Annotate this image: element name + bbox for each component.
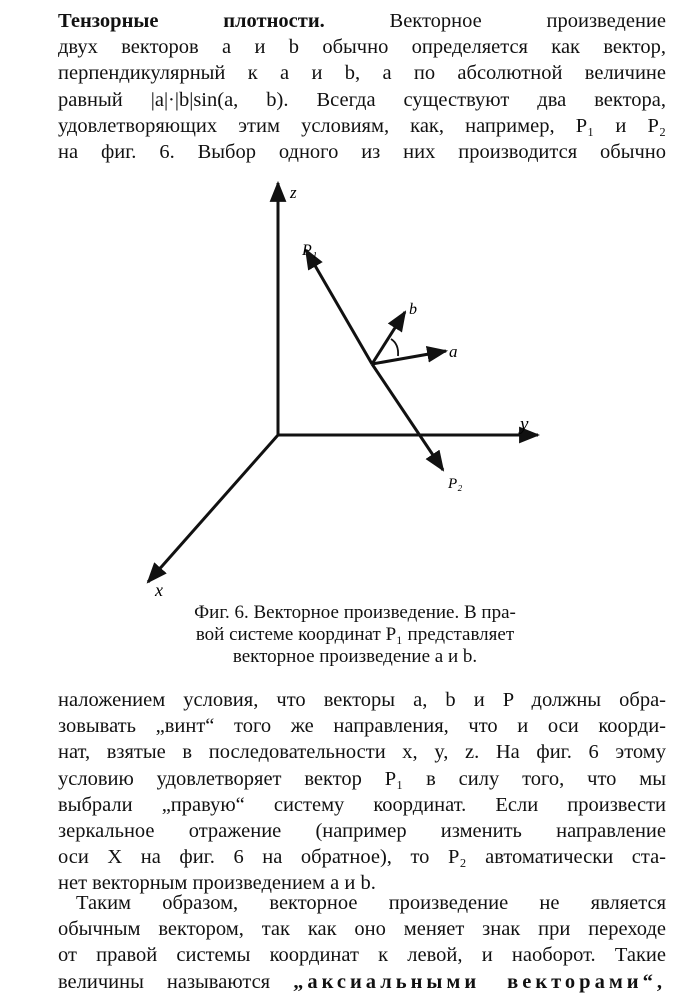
paragraph-2-line-4: условию удовлетворяет вектор P₁ в силу того, что мы bbox=[58, 767, 666, 790]
paragraph-2-line-5: выбрали „правую“ систему координат. Если произвести bbox=[58, 793, 666, 816]
vector-a bbox=[372, 351, 446, 364]
x-axis-label: x bbox=[155, 580, 163, 600]
a-label: a bbox=[449, 342, 458, 361]
vector-p2 bbox=[372, 364, 443, 470]
x-axis bbox=[148, 435, 278, 582]
paragraph-1-line-5: удовлетворяющих этим условиям, как, например, P₁ и P₂ bbox=[58, 114, 666, 137]
vector-p1 bbox=[306, 250, 372, 364]
paragraph-1-line-6: на фиг. 6. Выбор одного из них производится обычно bbox=[58, 141, 666, 164]
spaced-term: „аксиальными векторами“, bbox=[293, 970, 666, 993]
paragraph-3 bbox=[58, 890, 666, 995]
paragraph-3-line-1: Таким образом, векторное произведение не является bbox=[76, 892, 666, 914]
paragraph-3-line-3: от правой системы координат к левой, и наоборот. Такие bbox=[58, 944, 666, 967]
z-axis-label: z bbox=[290, 183, 297, 202]
paragraph-1-line-2: двух векторов а и b обычно определяется как вектор, bbox=[58, 36, 666, 59]
caption-line-1: Фиг. 6. Векторное произведение. В пра- bbox=[194, 602, 516, 623]
paragraph-1-line-1-rest: Векторное произведение bbox=[389, 10, 666, 32]
b-label: b bbox=[409, 301, 417, 318]
caption-line-3: векторное произведение a и b. bbox=[232, 646, 478, 667]
paragraph-2-line-2: зовывать „винт“ того же направления, что и оси коорди- bbox=[58, 715, 666, 738]
section-title: Тензорные плотности. bbox=[58, 10, 325, 32]
paragraph-3-line-4 bbox=[58, 969, 666, 995]
p2-label: P₂ bbox=[448, 476, 463, 492]
angle-arc bbox=[391, 339, 398, 356]
paragraph-2-line-6: зеркальное отражение (например изменить направление bbox=[58, 820, 666, 843]
y-axis-label: y bbox=[520, 414, 529, 435]
paragraph-1-line-4: равный |a|·|b|sin(a, b). Всегда существуют два вектора, bbox=[58, 88, 666, 111]
paragraph-3-line-4-text: величины называются bbox=[58, 970, 271, 993]
p1-label: P₁ bbox=[302, 242, 318, 259]
paragraph-3-line-2: обычным вектором, так как оно меняет знак при переходе bbox=[58, 918, 666, 941]
paragraph-1-line-3: перпендикулярный к а и b, а по абсолютной величине bbox=[58, 62, 666, 85]
paragraph-2 bbox=[58, 687, 666, 897]
caption-line-2: вой системе координат P₁ представляет bbox=[195, 624, 515, 645]
paragraph-2-line-1: наложением условия, что векторы a, b и P должны обра- bbox=[58, 689, 666, 711]
paragraph-2-line-8: нет векторным произведением a и b. bbox=[58, 872, 376, 895]
paragraph-2-line-7: оси X на фиг. 6 на обратное), то P₂ автоматически ста- bbox=[58, 846, 666, 869]
figure-caption bbox=[150, 602, 560, 668]
paragraph-2-line-3: нат, взятые в последовательности x, y, z. На фиг. 6 этому bbox=[58, 741, 666, 764]
vector-b bbox=[372, 312, 405, 364]
